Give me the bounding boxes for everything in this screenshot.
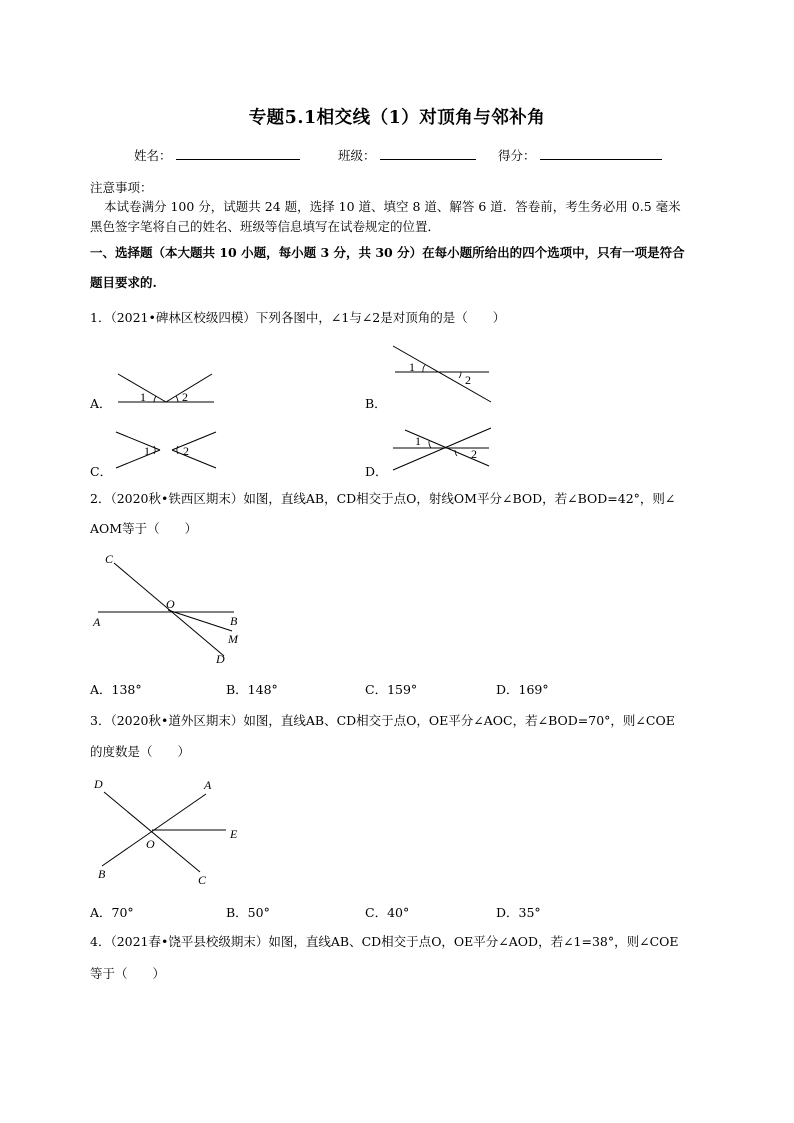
q3-option-b[interactable]: B．50° [226,905,270,920]
class-blank[interactable] [380,147,476,160]
score-field[interactable] [498,146,662,164]
q3-label-c: C [198,873,207,887]
q1b-angle2-label: 2 [465,373,471,387]
q3-option-d[interactable]: D．35° [496,905,541,920]
q2-label-c: C [105,552,114,566]
class-label: 班级： [338,148,376,163]
question-3-stem-line2: 的度数是（ ） [90,744,191,759]
q3-label-e: E [230,827,238,841]
q2-option-a[interactable]: A．138° [90,682,142,697]
q1-option-a[interactable]: A． [90,396,112,411]
question-3-stem-line1: 3．（2020秋•道外区期末）如图，直线AB、CD相交于点O，OE平分∠AOC，若∠BOD=70°，则∠COE [90,713,675,728]
question-4-stem-line2: 等于（ ） [90,966,166,981]
q1d-angle2-label: 2 [471,447,477,461]
question-2-stem-line1: 2．（2020秋•铁西区期末）如图，直线AB，CD相交于点O，射线OM平分∠BOD，若∠BOD=42°，则∠ [90,491,676,506]
section-heading-line1: 一、选择题（本大题共 10 小题，每小题 3 分，共 30 分）在每小题所给出的四个选项中，只有一项是符合 [90,245,685,260]
q1a-angle1-label: 1 [140,390,146,404]
q1-figure-a [110,368,220,408]
q3-label-a: A [204,778,212,792]
q3-label-o: O [146,837,155,851]
q2-option-d[interactable]: D．169° [496,682,549,697]
q1-figure-b [385,342,495,406]
q1c-angle2-label: 2 [183,444,189,458]
q3-option-a[interactable]: A．70° [90,905,134,920]
q1-figure-d [385,422,495,474]
q2-label-b: B [230,614,238,628]
name-blank[interactable] [176,147,300,160]
name-field[interactable] [134,146,300,164]
q3-label-b: B [98,867,106,881]
q1-figure-c [110,426,220,474]
notes-heading: 注意事项： [90,180,153,195]
q3-option-c[interactable]: C．40° [365,905,410,920]
q2-label-m: M [228,632,238,646]
q1c-angle1-label: 1 [144,444,150,458]
q3-figure [88,772,258,890]
question-2-stem-line2: AOM等于（ ） [90,521,198,536]
q2-label-o: O [166,597,175,611]
q1-option-b[interactable]: B． [365,396,387,411]
q1a-angle2-label: 2 [182,390,188,404]
section-heading-line2: 题目要求的. [90,275,157,290]
score-blank[interactable] [540,147,662,160]
page-title: 专题5.1相交线（1）对顶角与邻补角 [248,108,546,128]
q2-label-d: D [216,652,225,666]
class-field[interactable] [338,146,476,164]
notes-line1: 本试卷满分 100 分，试题共 24 题，选择 10 道、填空 8 道、解答 6 道．答卷前，考生务必用 0.5 毫米 [104,199,681,214]
q1-option-d[interactable]: D． [365,464,388,479]
q2-label-a: A [93,615,101,629]
question-1-stem: 1．（2021•碑林区校级四模）下列各图中，∠1与∠2是对顶角的是（ ） [90,310,506,325]
q1b-angle1-label: 1 [409,360,415,374]
q3-label-d: D [94,777,103,791]
q1d-angle1-label: 1 [415,434,421,448]
name-label: 姓名： [134,148,172,163]
q2-figure [88,548,258,670]
notes-line2: 黑色签字笔将自己的姓名、班级等信息填写在试卷规定的位置． [90,219,441,234]
question-4-stem-line1: 4．（2021春•饶平县校级期末）如图，直线AB、CD相交于点O，OE平分∠AOD，若∠1=38°，则∠COE [90,934,679,949]
q1-option-c[interactable]: C． [90,464,113,479]
q2-option-b[interactable]: B．148° [226,682,278,697]
q2-option-c[interactable]: C．159° [365,682,418,697]
score-label: 得分： [498,148,536,163]
